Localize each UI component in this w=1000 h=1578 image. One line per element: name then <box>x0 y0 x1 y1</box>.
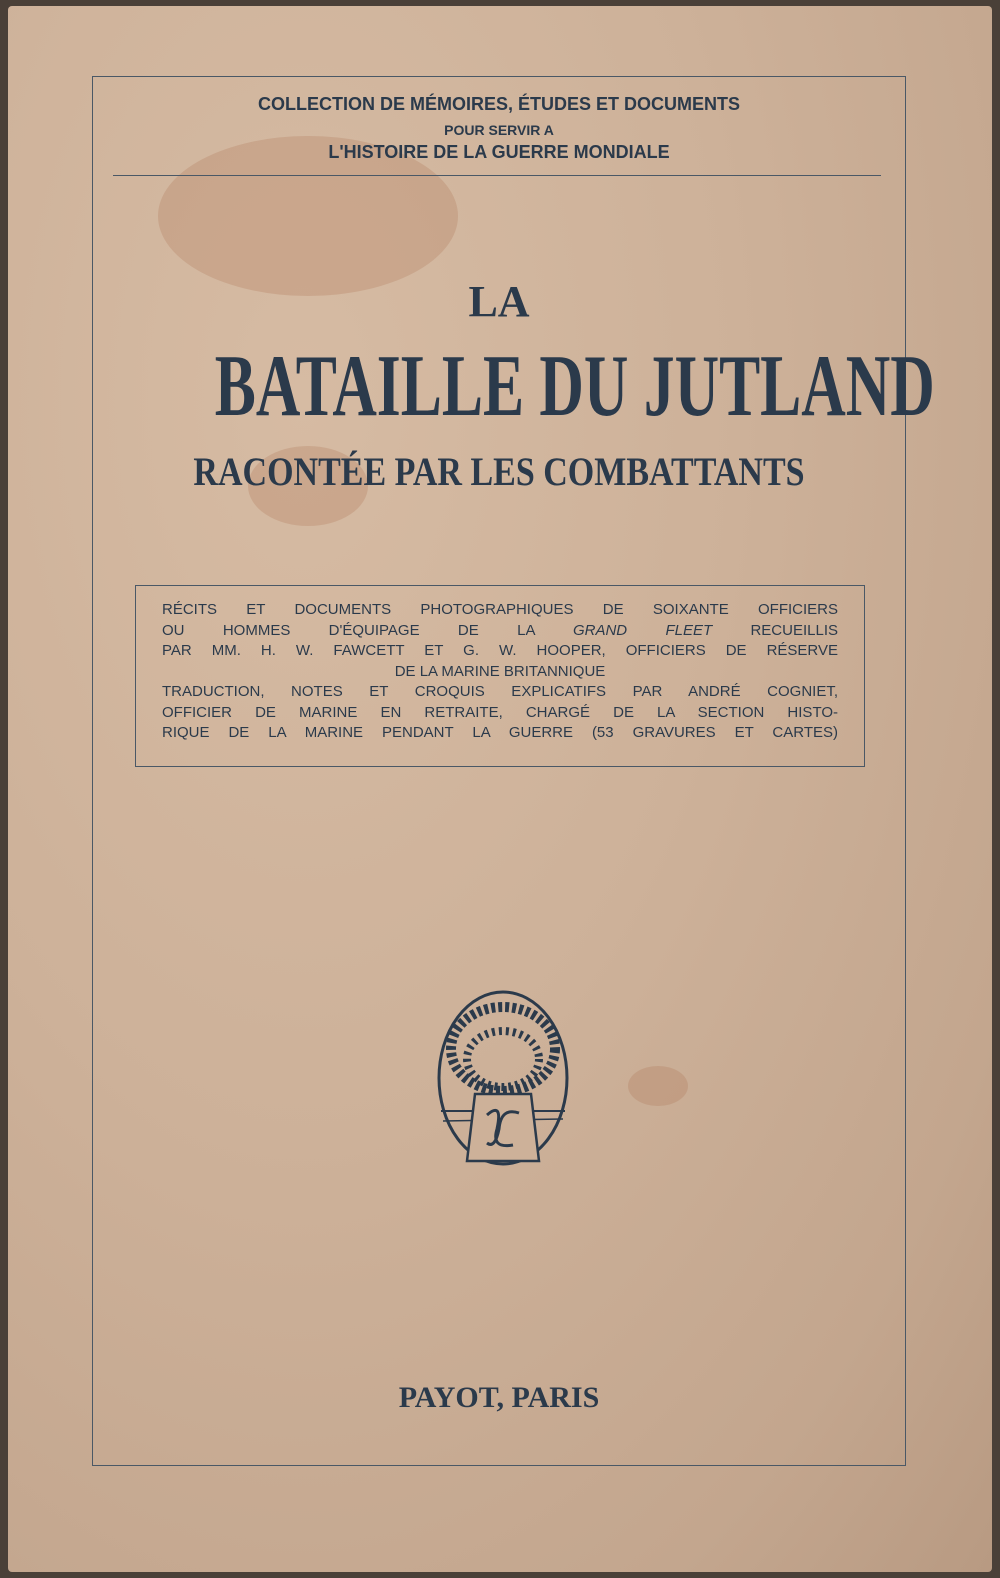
publisher: PAYOT, PARIS <box>398 1381 600 1414</box>
description-line <box>162 621 838 642</box>
book-title: BATAILLE DU JUTLAND <box>214 338 935 435</box>
grand-fleet-italic: GRAND FLEET <box>572 621 713 639</box>
description-text: RECUEILLIS <box>712 621 839 639</box>
description-line: TRADUCTION, NOTES ET CROQUIS EXPLICATIFS PAR ANDRÉ COGNIET, <box>162 683 838 700</box>
series-line-2: POUR SERVIR A <box>444 122 554 138</box>
series-line-3: L'HISTOIRE DE LA GUERRE MONDIALE <box>328 142 670 162</box>
description-line: OFFICIER DE MARINE EN RETRAITE, CHARGÉ DE LA SECTION HISTO- <box>162 703 838 721</box>
header-rule <box>113 175 881 176</box>
book-subtitle: RACONTÉE PAR LES COMBATTANTS <box>193 449 805 494</box>
series-line-1: COLLECTION DE MÉMOIRES, ÉTUDES ET DOCUMENTS <box>257 94 741 114</box>
title-article: LA <box>468 277 530 326</box>
description-text: OU HOMMES D'ÉQUIPAGE DE LA <box>162 621 573 639</box>
description-line: DE LA MARINE BRITANNIQUE <box>394 662 606 680</box>
description-line: RÉCITS ET DOCUMENTS PHOTOGRAPHIQUES DE SOIXANTE OFFICIERS <box>162 601 838 618</box>
description-line: RIQUE DE LA MARINE PENDANT LA GUERRE (53 GRAVURES ET CARTES) <box>162 724 838 741</box>
wheat-sheaf-emblem-icon <box>435 989 571 1167</box>
cover-frame <box>92 76 935 1466</box>
description-line: PAR MM. H. W. FAWCETT ET G. W. HOOPER, OFFICIERS DE RÉSERVE <box>162 642 838 659</box>
description-box <box>135 585 865 767</box>
book-cover <box>8 6 992 1572</box>
